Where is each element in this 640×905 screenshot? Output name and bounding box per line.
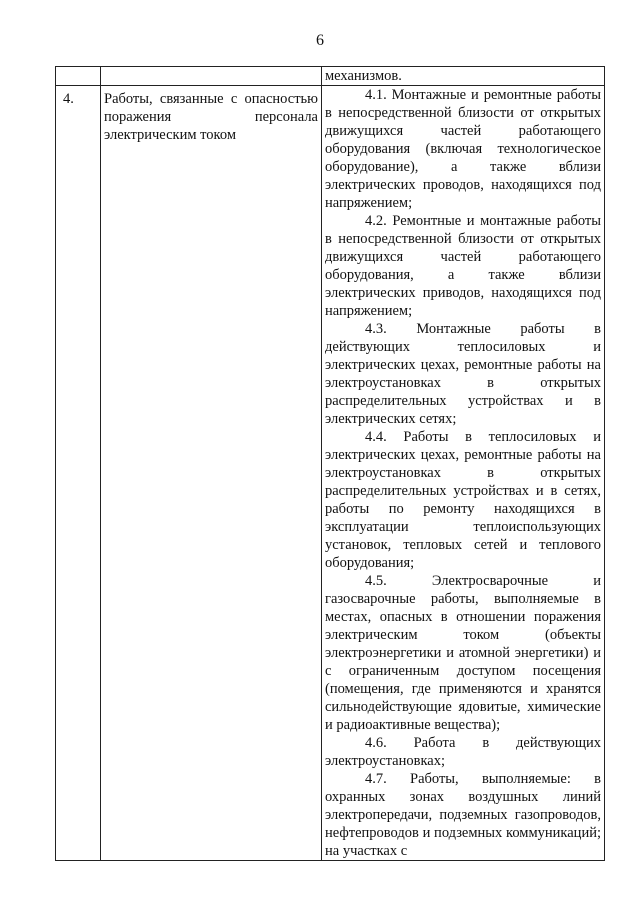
continuation-text: механизмов.	[325, 68, 402, 84]
list-item: 4.7. Работы, выполняемые: в охранных зонах воздушных линий электропередачи, подземных газопроводов, нефтепроводов и подземных коммуникаций; на участках с	[325, 771, 601, 859]
list-item: 4.3. Монтажные работы в действующих теплосиловых и электрических цехах, ремонтные работы на электроустановках в открытых распределительных устройствах и в электрических сетях;	[325, 321, 601, 427]
number-cell-empty	[56, 67, 101, 86]
page-number: 6	[316, 32, 324, 49]
list-item: 4.5. Электросварочные и газосварочные работы, выполняемые в местах, опасных в отношении поражения электрическим током (объекты электроэнергетики и атомной энергетики) и с ограниченным доступом посещения (помещения, где применяются и хранятся сильнодействующие ядовитые, химические и радиоактивные вещества);	[325, 573, 601, 733]
row-items	[322, 86, 605, 861]
list-item: 4.2. Ремонтные и монтажные работы в непосредственной близости от открытых движущихся частей работающего оборудования, а также вблизи электрических приводов, находящихся под напряжением;	[325, 213, 601, 319]
title-cell-empty	[101, 67, 322, 86]
hazard-table	[55, 66, 605, 861]
list-item: 4.4. Работы в теплосиловых и электрических цехах, ремонтные работы на электроустановках в открытых распределительных устройствах и в сетях, работы по ремонту находящихся в эксплуатации теплоиспользующих установок, тепловых сетей и теплового оборудования;	[325, 429, 601, 571]
list-item: 4.1. Монтажные и ремонтные работы в непосредственной близости от открытых движущихся частей работающего оборудования (включая технологическое оборудование), а также вблизи электрических проводов, находящихся под напряжением;	[325, 87, 601, 211]
row-title: Работы, связанные с опасностью поражения персонала электрическим током	[101, 86, 322, 861]
table-row-continuation	[56, 67, 605, 86]
table-row	[56, 86, 605, 861]
description-cell	[322, 67, 605, 86]
list-item: 4.6. Работа в действующих электроустановках;	[325, 735, 601, 769]
row-number: 4.	[56, 86, 101, 861]
